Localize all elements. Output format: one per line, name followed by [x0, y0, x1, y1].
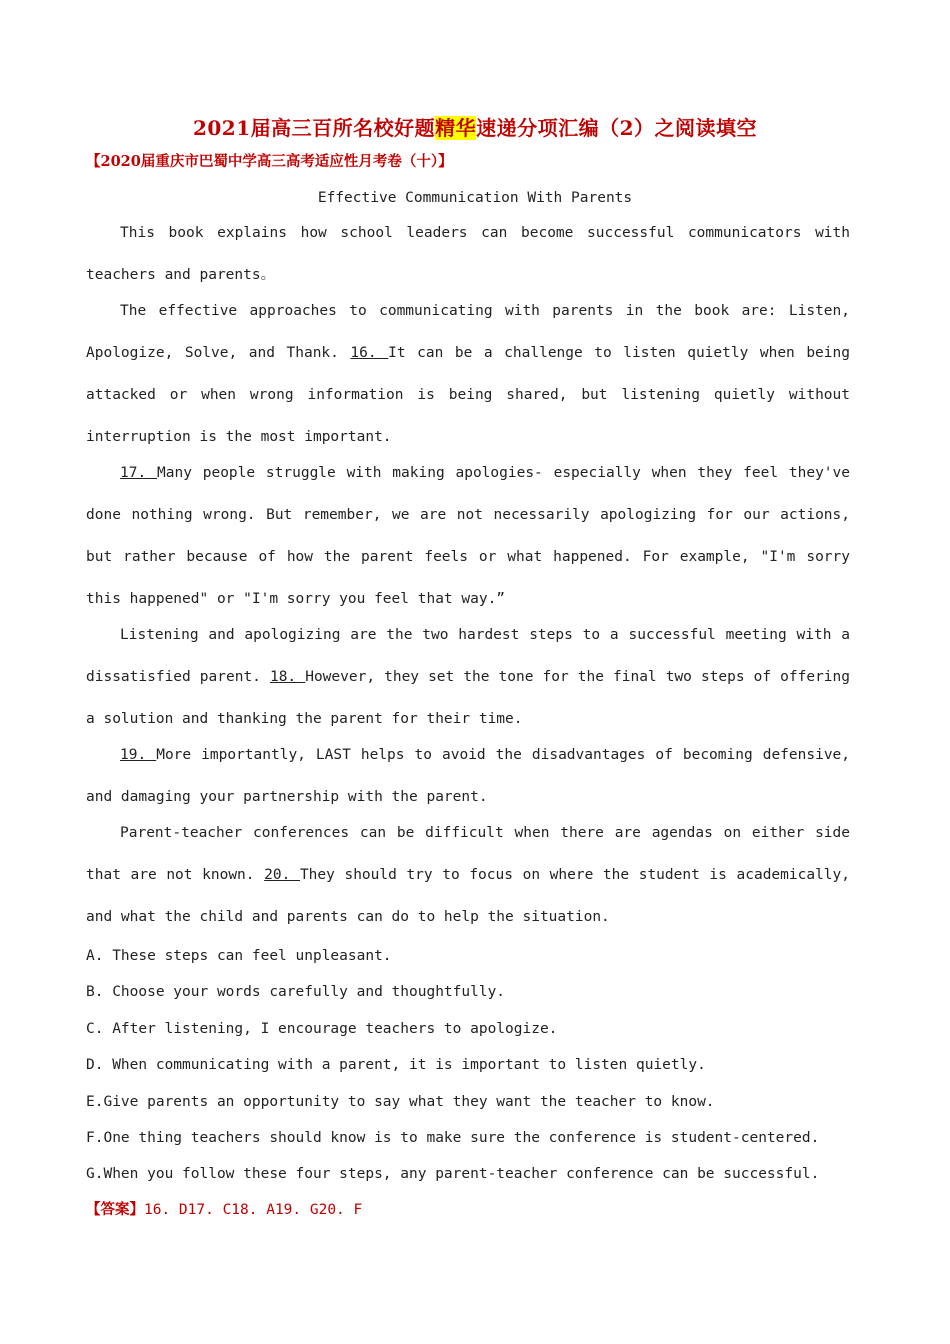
paragraph-2-text-b: It can be a challenge to listen quietly when being attacked or when wrong information is being shared, but listening quietly without interruption is the most important. [86, 345, 850, 445]
paragraph-4-text-a: Listening and apologizing are the two hardest steps to a successful meeting with a dissatisfied parent. [86, 627, 850, 685]
paragraph-2-text-a: The effective approaches to communicating with parents in the book are: Listen, Apologize, Solve, and Thank. [86, 303, 850, 361]
paragraph-5 [86, 734, 850, 818]
option-b: B. Choose your words carefully and thoughtfully. [86, 984, 506, 1001]
option-d: D. When communicating with a parent, it is important to listen quietly. [86, 1057, 706, 1074]
answer-line [86, 1198, 362, 1219]
option-e: E.Give parents an opportunity to say what they want the teacher to know. [86, 1093, 715, 1110]
paragraph-5-text: More importantly, LAST helps to avoid the disadvantages of becoming defensive, and damaging your partnership with the parent. [86, 747, 851, 805]
blank-18: 18. [269, 669, 306, 685]
blank-20: 20. [264, 867, 300, 883]
blank-16: 16. [350, 345, 389, 361]
passage-title: Effective Communication With Parents [317, 190, 633, 206]
option-c: C. After listening, I encourage teachers to apologize. [86, 1020, 558, 1037]
options-list [86, 938, 866, 1193]
blank-17: 17. [120, 465, 157, 481]
blank-19: 19. [120, 747, 157, 763]
answer-text: 16. D17. C18. A19. G20. F [144, 1202, 363, 1218]
option-f: F.One thing teachers should know is to make sure the conference is student-centered. [86, 1129, 820, 1146]
paragraph-4 [86, 614, 850, 740]
title-part-1: 2021届高三百所名校好题 [192, 116, 436, 140]
document-title [0, 112, 950, 141]
paragraph-6-text-b: They should try to focus on where the student is academically, and what the child and parents can do to help the situation. [86, 867, 850, 925]
paragraph-3-text: Many people struggle with making apologies- especially when they feel they've done nothing wrong. But remember, we are not necessarily apologizing for our actions, but rather because of how the parent feels or what happened. For example, "I'm sorry this happened" or "I'm sorry you feel that way.” [86, 465, 850, 607]
paragraph-4-text-b: However, they set the tone for the final two steps of offering a solution and thanking the parent for their time. [86, 669, 850, 727]
title-highlight: 精华 [435, 116, 477, 140]
option-a: A. These steps can feel unpleasant. [86, 948, 392, 964]
title-part-2: 速递分项汇编（2）之阅读填空 [476, 116, 758, 140]
answer-label: 【答案】 [86, 1201, 144, 1218]
paragraph-3 [86, 452, 850, 620]
paragraph-2 [86, 290, 850, 458]
paragraph-6 [86, 812, 850, 938]
paragraph-6-text-a: Parent-teacher conferences can be difficult when there are agendas on either side that are not known. [86, 825, 850, 883]
paragraph-1: This book explains how school leaders can become successful communicators with teachers and parents。 [86, 225, 850, 283]
passage-body [86, 212, 850, 932]
option-g: G.When you follow these four steps, any parent-teacher conference can be successful. [86, 1166, 820, 1183]
exam-source: 【2020届重庆市巴蜀中学高三高考适应性月考卷（十）】 [86, 153, 453, 170]
